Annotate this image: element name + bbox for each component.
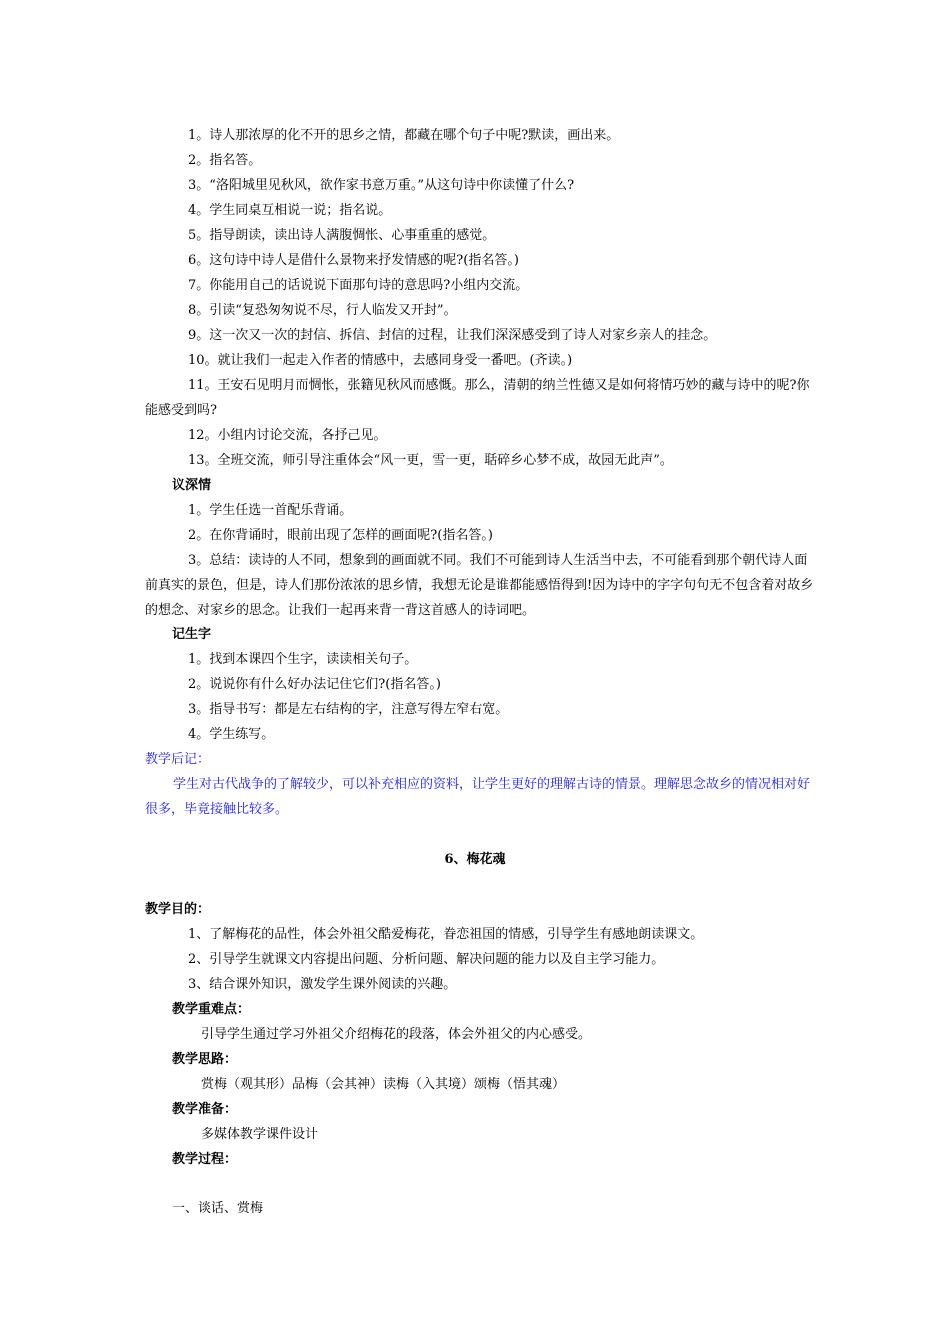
- process-label: 教学过程：: [172, 1152, 238, 1167]
- prep-text: 多媒体教学课件设计: [201, 1127, 319, 1142]
- step-12: 12。小组内讨论交流，各抒己见。: [188, 428, 387, 443]
- step-8: 8。引读“复恐匆匆说不尽，行人临发又开封”。: [188, 303, 457, 318]
- yi-step-2: 2。在你背诵时，眼前出现了怎样的画面呢?(指名答。): [188, 528, 493, 543]
- yi-step-3: 3。总结：读诗的人不同，想象到的画面就不同。我们不可能到诗人生活当中去，不可能看到那个朝代诗人面前真实的景色，但是，诗人们那份浓浓的思乡情，我想无论是谁都能感悟得到!因为诗中的字字句句无不包含着对故乡的想念、对家乡的思念。让我们一起再来背一背这首感人的诗词吧。: [145, 553, 814, 618]
- prep-label: 教学准备：: [172, 1102, 238, 1117]
- step-3: 3。“洛阳城里见秋风，欲作家书意万重。”从这句诗中你读懂了什么?: [188, 178, 575, 193]
- lesson-title: 6、梅花魂: [444, 852, 506, 867]
- step-4: 4。学生同桌互相说一说；指名说。: [188, 203, 392, 218]
- step-7: 7。你能用自己的话说说下面那句诗的意思吗?小组内交流。: [188, 278, 529, 293]
- goals-label: 教学目的：: [145, 902, 211, 917]
- section-heading-yi: 议深情: [172, 478, 212, 493]
- step-11: 11。王安石见明月而惆怅，张籍见秋风而感慨。那么，清朝的纳兰性德又是如何将情巧妙的藏与诗中的呢?你能感受到吗?: [145, 378, 810, 418]
- goal-3: 3、结合课外知识，激发学生课外阅读的兴趣。: [188, 977, 457, 992]
- ji-step-3: 3。指导书写：都是左右结构的字，注意写得左窄右宽。: [188, 702, 509, 717]
- step-1: 1。诗人那浓厚的化不开的思乡之情，都藏在哪个句子中呢?默读，画出来。: [188, 128, 620, 143]
- ideas-text: 赏梅（观其形）品梅（会其神）读梅（入其境）颂梅（悟其魂）: [201, 1077, 566, 1092]
- keypoints-label: 教学重难点：: [172, 1002, 251, 1017]
- section-heading-ji: 记生字: [172, 627, 212, 642]
- yi-step-1: 1。学生任选一首配乐背诵。: [188, 503, 353, 518]
- keypoints-text: 引导学生通过学习外祖父介绍梅花的段落，体会外祖父的内心感受。: [201, 1027, 592, 1042]
- ideas-label: 教学思路：: [172, 1052, 238, 1067]
- postnote-text: 学生对古代战争的了解较少，可以补充相应的资料，让学生更好的理解古诗的情景。理解思念故乡的情况相对好很多，毕竟接触比较多。: [145, 777, 811, 817]
- postnote-label: 教学后记：: [145, 752, 211, 767]
- step-9: 9。这一次又一次的封信、拆信、封信的过程，让我们深深感受到了诗人对家乡亲人的挂念。: [188, 328, 717, 343]
- step-10: 10。就让我们一起走入作者的情感中，去感同身受一番吧。(齐读。): [188, 353, 573, 368]
- ji-step-4: 4。学生练写。: [188, 727, 275, 742]
- step-2: 2。指名答。: [188, 153, 262, 168]
- goal-1: 1、了解梅花的品性，体会外祖父酷爱梅花，眷恋祖国的情感，引导学生有感地朗读课文。: [188, 927, 704, 942]
- ji-step-2: 2。说说你有什么好办法记住它们?(指名答。): [188, 677, 441, 692]
- step-13: 13。全班交流，师引导注重体会“风一更，雪一更，聒碎乡心梦不成，故园无此声”。: [188, 453, 673, 468]
- step-6: 6。这句诗中诗人是借什么景物来抒发情感的呢?(指名答。): [188, 253, 519, 268]
- process-step-1: 一、谈话、赏梅: [172, 1201, 264, 1216]
- goal-2: 2、引导学生就课文内容提出问题、分析问题、解决问题的能力以及自主学习能力。: [188, 952, 665, 967]
- ji-step-1: 1。找到本课四个生字，读读相关句子。: [188, 652, 418, 667]
- step-5: 5。指导朗读，读出诗人满腹惆怅、心事重重的感觉。: [188, 228, 496, 243]
